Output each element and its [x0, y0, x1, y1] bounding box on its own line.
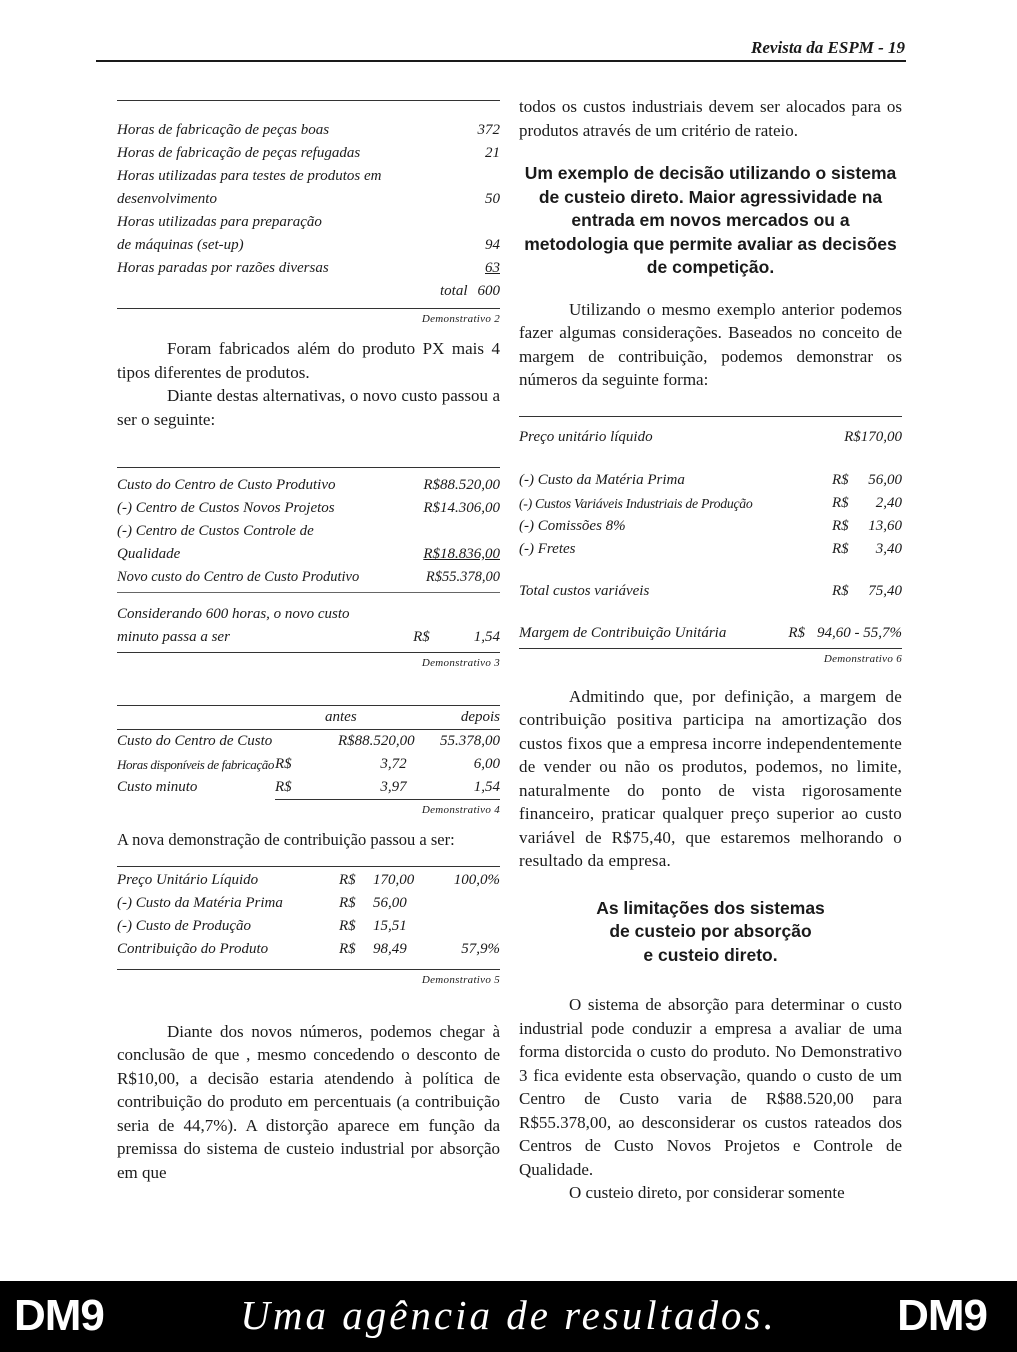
d4-antes-value: R$88.520,00 — [297, 730, 415, 754]
d3-label: (-) Centro de Custos Controle de — [117, 523, 314, 539]
heading-line: e custeio direto. — [643, 944, 778, 965]
right-column — [519, 95, 902, 1205]
caption-demonstrativo-3: Demonstrativo 3 — [421, 657, 500, 669]
d3-mid-rule — [117, 592, 500, 593]
footer-slogan: Uma agência de resultados. — [240, 1292, 777, 1338]
d5-value: 98,49 — [373, 940, 407, 957]
d4-label: Custo do Centro de Custo — [117, 730, 275, 754]
d2-row — [117, 257, 500, 280]
d6-value: 56,00 — [868, 471, 902, 488]
d2-value: 21 — [485, 145, 500, 161]
d6-currency: R$ — [832, 540, 849, 557]
d6-total-row — [519, 580, 902, 603]
d5-label: (-) Custo da Matéria Prima — [117, 894, 283, 911]
section-heading — [519, 897, 902, 968]
header-rule — [96, 60, 906, 62]
d5-label: Preço Unitário Líquido — [117, 871, 259, 888]
d2-label: desenvolvimento — [117, 191, 217, 207]
d4-header-row — [117, 706, 500, 730]
d5-label: (-) Custo de Produção — [117, 917, 252, 934]
d2-row — [117, 119, 500, 142]
paragraph: todos os custos industriais devem ser alocados para os produtos através de um critério de rateio. — [519, 97, 902, 140]
d6-label: (-) Fretes — [519, 540, 576, 557]
d5-percent — [433, 892, 500, 915]
d6-row — [519, 538, 902, 561]
d2-row — [117, 142, 500, 165]
paragraph: O custeio direto, por considerar somente — [569, 1183, 845, 1202]
heading-line: As limitações dos sistemas — [596, 897, 825, 918]
demonstrativo-3 — [117, 474, 500, 589]
d5-percent — [433, 915, 500, 938]
d5-label: Contribuição do Produto — [117, 940, 269, 957]
demonstrativo-5 — [117, 869, 500, 961]
paragraph: Diante destas alternativas, o novo custo passou a ser o seguinte: — [117, 386, 500, 429]
d4-col-depois: depois — [460, 709, 500, 725]
d2-bottom-rule — [117, 308, 500, 309]
d5-bottom-rule — [117, 969, 500, 970]
dm9-logo-left: DM9 — [14, 1291, 104, 1340]
d6-total-value: 75,40 — [868, 582, 902, 599]
d2-value: 63 — [485, 260, 500, 276]
d4-depois-value: 55.378,00 — [415, 730, 500, 754]
d3-value: R$14.306,00 — [423, 500, 500, 516]
d5-currency: R$ — [339, 940, 356, 957]
paragraph: Foram fabricados além do produto PX mais 4 tipos diferentes de produtos. — [117, 339, 500, 382]
d6-total-currency: R$ — [832, 582, 849, 599]
d3-minute-amount — [413, 626, 500, 649]
demonstrativo-4 — [117, 706, 500, 800]
d6-value: 13,60 — [868, 517, 902, 534]
d6-price-label: Preço unitário líquido — [519, 428, 653, 445]
d2-label: de máquinas (set-up) — [117, 237, 244, 253]
d3-minute-row — [117, 626, 500, 649]
section-heading: Um exemplo de decisão utilizando o sistema de custeio direto. Maior agressividade na entrada em novos mercados ou a metodologia que permite avaliar as decisões de competição. — [524, 163, 897, 277]
d6-total-label: Total custos variáveis — [519, 582, 650, 599]
d2-value: 50 — [485, 191, 500, 207]
d6-row — [519, 515, 902, 538]
d2-row — [117, 211, 500, 234]
d4-depois-value: 1,54 — [415, 776, 500, 800]
caption-demonstrativo-4: Demonstrativo 4 — [421, 804, 500, 816]
d5-row — [117, 892, 500, 915]
d3-minute-currency: R$ — [413, 629, 430, 645]
d2-value: 372 — [477, 122, 500, 138]
paragraph: Utilizando o mesmo exemplo anterior podemos fazer algumas considerações. Baseados no conceito de margem de contribuição, podemos demonstrar os números da seguinte forma: — [519, 299, 902, 389]
d3-row — [117, 543, 500, 566]
d3-row — [117, 474, 500, 497]
d6-label: (-) Comissões 8% — [519, 517, 626, 534]
d5-currency: R$ — [339, 894, 356, 911]
d2-label: Horas paradas por razões diversas — [117, 260, 329, 276]
d4-row — [117, 730, 500, 754]
d3-value: R$18.836,00 — [423, 546, 500, 562]
d6-currency: R$ — [832, 494, 849, 511]
d2-label: Horas de fabricação de peças refugadas — [117, 145, 361, 161]
d6-value: 3,40 — [875, 540, 902, 557]
d4-antes-value: 3,97 — [297, 776, 415, 800]
paragraph: Admitindo que, por definição, a margem de contribuição positiva participa na amortização dos custos fixos que a empresa incorre independentemente de vender ou não os produtos, podemos, no limite, naturalmente do ponto de vista rigorosamente financeiro, praticar qualquer preço superior ao custo variável de R$75,40, que estaremos melhorando o resultado da empresa. — [519, 686, 902, 870]
d3-label: Qualidade — [117, 546, 181, 562]
d6-row — [519, 469, 902, 492]
d3-row — [117, 497, 500, 520]
d6-margin-amount — [788, 622, 902, 645]
d5-percent: 100,0% — [453, 871, 500, 888]
paragraph: A nova demonstração de contribuição passou a ser: — [117, 830, 455, 849]
d5-row — [117, 915, 500, 938]
d4-antes-value: 3,72 — [380, 756, 407, 772]
d3-label: Novo custo do Centro de Custo Produtivo — [117, 569, 360, 585]
d2-total-value: 600 — [477, 283, 500, 299]
d4-currency: R$ — [275, 756, 292, 772]
footer-banner — [0, 1281, 1017, 1352]
d5-value: 170,00 — [373, 871, 415, 888]
d6-label: (-) Custo da Matéria Prima — [519, 471, 685, 488]
running-header: Revista da ESPM - 19 — [751, 38, 905, 57]
d3-label: (-) Centro de Custos Novos Projetos — [117, 500, 335, 516]
heading-line: de custeio por absorção — [609, 921, 812, 941]
d3-minute-cost — [117, 603, 500, 649]
d6-value: 2,40 — [875, 494, 902, 511]
d6-price-value: R$170,00 — [844, 428, 902, 445]
d4-col-antes: antes — [325, 709, 357, 725]
d5-row — [117, 938, 500, 961]
d3-value: R$88.520,00 — [423, 477, 500, 493]
d4-currency: R$ — [275, 776, 297, 800]
d3-minute-label: minuto passa a ser — [117, 629, 230, 645]
d2-top-rule — [117, 100, 500, 101]
d4-label: Horas disponíveis de fabricação — [117, 757, 274, 772]
d4-label: Custo minuto — [117, 779, 198, 796]
d5-value: 15,51 — [373, 917, 407, 934]
d6-margin-currency: R$ — [788, 624, 805, 641]
d3-top-rule — [117, 467, 500, 468]
d3-minute-line: Considerando 600 horas, o novo custo — [117, 606, 350, 622]
d2-total-label: total — [439, 283, 468, 299]
dm9-logo-right: DM9 — [897, 1291, 987, 1340]
d6-price-row — [519, 426, 902, 449]
d2-label: Horas de fabricação de peças boas — [117, 122, 330, 138]
d6-margin-value: 94,60 - 55,7% — [817, 624, 902, 641]
d2-value: 94 — [485, 237, 500, 253]
d6-currency: R$ — [832, 471, 849, 488]
d3-minute-value: 1,54 — [473, 629, 500, 645]
d6-bottom-rule — [519, 648, 902, 649]
d6-row — [519, 492, 902, 515]
d5-top-rule — [117, 866, 500, 867]
d6-margin-row — [519, 622, 902, 645]
d6-top-rule — [519, 416, 902, 417]
d6-margin-label: Margem de Contribuição Unitária — [519, 624, 727, 641]
d3-bottom-rule — [117, 652, 500, 653]
d5-percent: 57,9% — [461, 940, 500, 957]
d5-value: 56,00 — [373, 894, 407, 911]
paragraph: O sistema de absorção para determinar o custo industrial pode conduzir a empresa a avaliar de uma forma distorcida o custo do produto. No Demonstrativo 3 fica evidente esta observação, quando o custo de um Centro de Custo varia de R$88.520,00 para R$55.378,00, ao desconsiderar os custos rateados dos Centros de Custo Novos Projetos e Controle de Qualidade. — [519, 995, 902, 1179]
d3-row — [117, 566, 500, 589]
d2-label: Horas utilizadas para testes de produtos em — [117, 168, 382, 184]
d5-currency: R$ — [339, 917, 356, 934]
d4-row — [117, 753, 500, 776]
d3-row — [117, 520, 500, 543]
d4-currency — [275, 730, 297, 754]
d6-cost-table — [519, 469, 902, 622]
d2-label: Horas utilizadas para preparação — [117, 214, 322, 230]
d6-label: (-) Custos Variáveis Industriais de Produção — [519, 495, 753, 511]
left-column — [117, 95, 500, 1184]
demonstrativo-2 — [117, 119, 500, 303]
d3-label: Custo do Centro de Custo Produtivo — [117, 477, 336, 493]
demonstrativo-6 — [519, 426, 902, 645]
caption-demonstrativo-6: Demonstrativo 6 — [823, 652, 902, 665]
d2-total-row — [117, 280, 500, 303]
paragraph: Diante dos novos números, podemos chegar à conclusão de que , mesmo concedendo o desconto de R$10,00, a decisão estaria atendendo à política de contribuição do produto em percentuais (a contribuição seria de 44,7%). A distorção aparece em função da premissa do sistema de custeio industrial por absorção em que — [117, 1021, 500, 1182]
d3-value: R$55.378,00 — [425, 569, 500, 585]
d2-row — [117, 234, 500, 257]
d4-row — [117, 776, 500, 800]
caption-demonstrativo-2: Demonstrativo 2 — [421, 313, 500, 325]
d5-row — [117, 869, 500, 892]
d5-currency: R$ — [339, 871, 356, 888]
d4-depois-value: 6,00 — [473, 756, 500, 772]
d2-row — [117, 188, 500, 211]
d6-currency: R$ — [832, 517, 849, 534]
d2-row — [117, 165, 500, 188]
caption-demonstrativo-5: Demonstrativo 5 — [421, 973, 500, 986]
